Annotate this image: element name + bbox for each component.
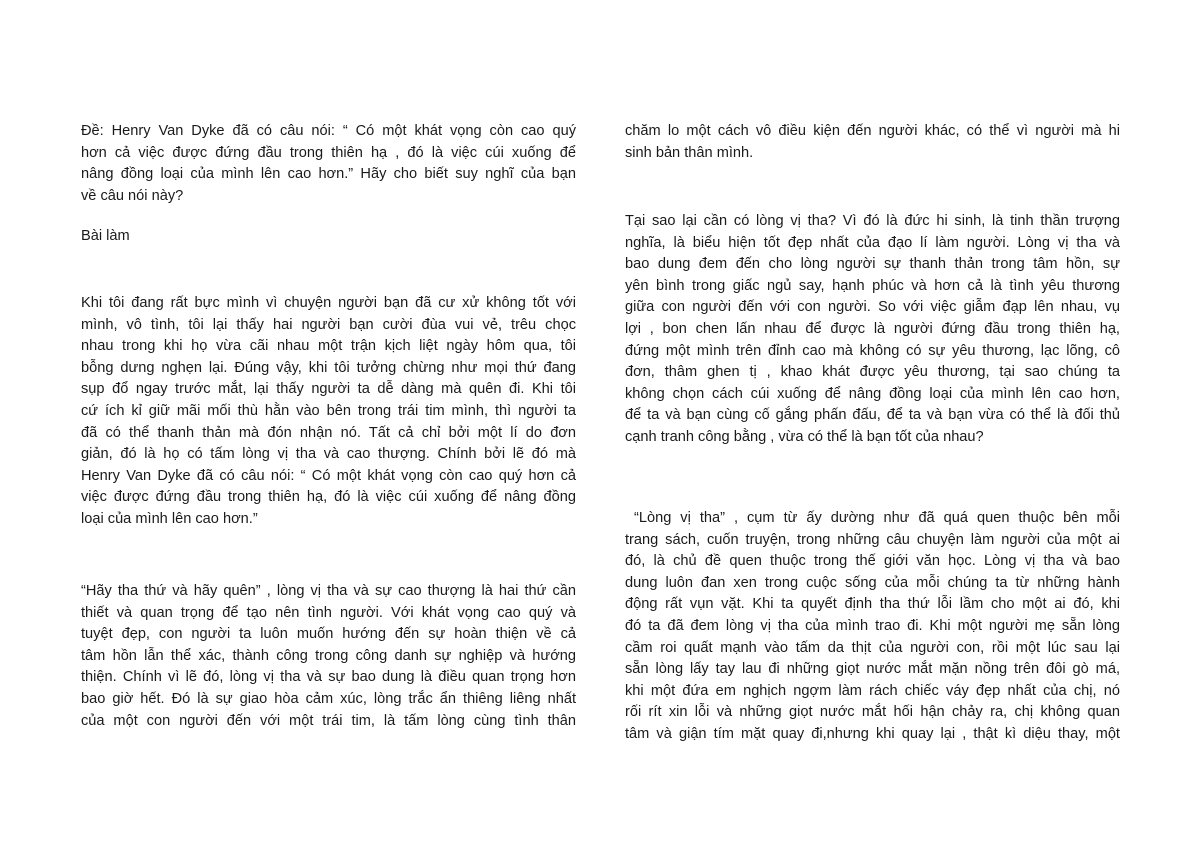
- paragraph-line: bỗng dưng nghẹn lại. Đúng vậy, khi tôi tưởng chừng như mọi thứ đang: [81, 359, 576, 376]
- left-paragraph-2: [81, 581, 576, 732]
- paragraph-line: để ta và bạn cùng cố gắng phấn đấu, để ta và bạn vừa có thể là đối thủ: [625, 407, 1120, 424]
- paragraph-line: đứng một mình trên đỉnh cao mà không có sự yêu thương, lạc lõng, cô: [625, 342, 1120, 359]
- paragraph-line: giản, đó là họ có tấm lòng vị tha và cao thượng. Chính bởi lẽ đó mà: [81, 446, 576, 463]
- paragraph-line: sụp đổ ngay trước mắt, lại thấy người ta dễ dàng mà quên đi. Khi tôi: [81, 381, 576, 398]
- paragraph-line: khi một đứa em nghịch ngợm làm rách chiếc váy đẹp nhất của chị, nó: [625, 682, 1120, 699]
- paragraph-line: Khi tôi đang rất bực mình vì chuyện người bạn đã cư xử không tốt với: [81, 295, 576, 311]
- paragraph-line: cầm roi quất mạnh vào tấm da thịt của người con, rồi một lúc sau lại: [625, 639, 1120, 656]
- heading-line: Bài làm: [81, 228, 130, 244]
- paragraph-line: cứ ích kỉ giữ mãi mối thù hằn vào bên trong trái tim mình, thì người ta: [81, 402, 576, 419]
- paragraph-line: tâm và giận tím mặt quay đi,nhưng khi quay lại , thật kì diệu thay, một: [625, 725, 1120, 742]
- paragraph-line: sinh bản thân mình.: [625, 144, 754, 161]
- paragraph-line: bao dung đem đến cho lòng người sự thanh thản trong tâm hồn, sự: [625, 256, 1120, 273]
- right-paragraph-1: [625, 121, 1120, 164]
- essay-heading: [81, 226, 576, 248]
- paragraph-line: Tại sao lại cần có lòng vị tha? Vì đó là đức hi sinh, là tinh thần trượng: [625, 213, 1120, 229]
- paragraph-line: tuyệt đẹp, con người ta luôn muốn hướng đến sự hoàn thiện về cả: [81, 626, 576, 643]
- paragraph-line: chăm lo một cách vô điều kiện đến người khác, có thể vì người mà hi: [625, 123, 1120, 139]
- paragraph-line: đó, là chủ đề quen thuộc trong thế giới văn học. Lòng vị tha và bao: [625, 553, 1120, 570]
- paragraph-line: thiết và quan trọng để tạo nên tình người. Với khát vọng cao quý và: [81, 604, 576, 621]
- paragraph-line: sẵn lòng lấy tay lau đi những giọt nước mắt mặn nồng trên đôi gò má,: [625, 661, 1120, 678]
- paragraph-line: thiện. Chính vì lẽ đó, lòng vị tha và sự bao dung là điều quan trọng hơn: [81, 669, 576, 686]
- paragraph-line: “Hãy tha thứ và hãy quên” , lòng vị tha và sự cao thượng là hai thứ cần: [81, 583, 576, 599]
- essay-prompt: [81, 121, 576, 207]
- paragraph-line: cạnh tranh công bằng , vừa có thể là bạn tốt của nhau?: [625, 428, 984, 445]
- paragraph-line: loại của mình lên cao hơn.”: [81, 510, 258, 527]
- paragraph-line: của một con người đến với một trái tim, là tấm lòng cùng tình thân: [81, 712, 576, 729]
- paragraph-line: động rất vụn vặt. Khi ta quyết định tha thứ lỗi lầm cho một ai đó, khi: [625, 596, 1120, 613]
- paragraph-line: bao giờ hết. Đó là sự giao hòa cảm xúc, lòng trắc ẩn thiêng liêng nhất: [81, 690, 576, 707]
- paragraph-line: tâm hồn lẫn thể xác, thành công trong công danh sự nghiệp và hướng: [81, 647, 576, 664]
- paragraph-line: việc được đứng đầu trong thiên hạ, đó là việc cúi xuống để nâng đồng: [81, 489, 576, 506]
- paragraph-line: rối rít xin lỗi và những giọt nước mắt hối hận chảy ra, chị không quan: [625, 704, 1120, 721]
- paragraph-line: đã có thể thanh thản mà đón nhận nó. Tất cả chỉ bởi một lí do đơn: [81, 424, 576, 441]
- prompt-line: nâng đồng loại của mình lên cao hơn.” Hãy cho biết suy nghĩ của bạn: [81, 166, 576, 183]
- paragraph-line: không chọn cách cúi xuống để nâng đồng loại của mình lên cao hơn,: [625, 385, 1120, 402]
- paragraph-line: nghĩa, là biểu hiện tốt đẹp nhất của đạo lí làm người. Lòng vị tha và: [625, 234, 1120, 251]
- right-paragraph-2: [625, 211, 1120, 449]
- prompt-line: Đề: Henry Van Dyke đã có câu nói: “ Có một khát vọng còn cao quý: [81, 123, 576, 139]
- paragraph-line: mình, vô tình, tôi lại thấy hai người bạn cười đùa vui vẻ, trêu chọc: [81, 316, 576, 333]
- left-paragraph-1: [81, 293, 576, 531]
- paragraph-line: giữa con người đến với con người. So với việc giẫm đạp lên nhau, vụ: [625, 299, 1120, 316]
- paragraph-line: yên bình trong giấc ngủ say, hạnh phúc và hơn cả là tình yêu thương: [625, 277, 1120, 294]
- paragraph-line: đơn, thâm ghen tị , khao khát được yêu thương, tại sao chúng ta: [625, 364, 1120, 381]
- right-paragraph-3: [625, 508, 1120, 746]
- paragraph-line: Henry Van Dyke đã có câu nói: “ Có một khát vọng còn cao quý hơn cả: [81, 467, 576, 484]
- paragraph-line: lợi , bon chen lấn nhau để được là người đứng đầu trong thiên hạ,: [625, 320, 1120, 337]
- prompt-line: hơn cả việc được đứng đầu trong thiên hạ , đó là việc cúi xuống để: [81, 144, 576, 161]
- paragraph-line: “Lòng vị tha” , cụm từ ấy dường như đã quá quen thuộc bên mỗi: [625, 510, 1120, 526]
- paragraph-line: đó ta đã đem lòng vị tha của mình trao đi. Khi một người mẹ sẵn lòng: [625, 617, 1120, 634]
- paragraph-line: nhau trong khi họ vừa cãi nhau một trận kịch liệt ngày hôm qua, tôi: [81, 338, 576, 355]
- paragraph-line: trang sách, cuốn truyện, trong những câu chuyện làm người của một ai: [625, 531, 1120, 548]
- prompt-line: về câu nói này?: [81, 187, 184, 204]
- paragraph-line: dung luôn đan xen trong cuộc sống của mỗi chúng ta từ những hành: [625, 574, 1120, 591]
